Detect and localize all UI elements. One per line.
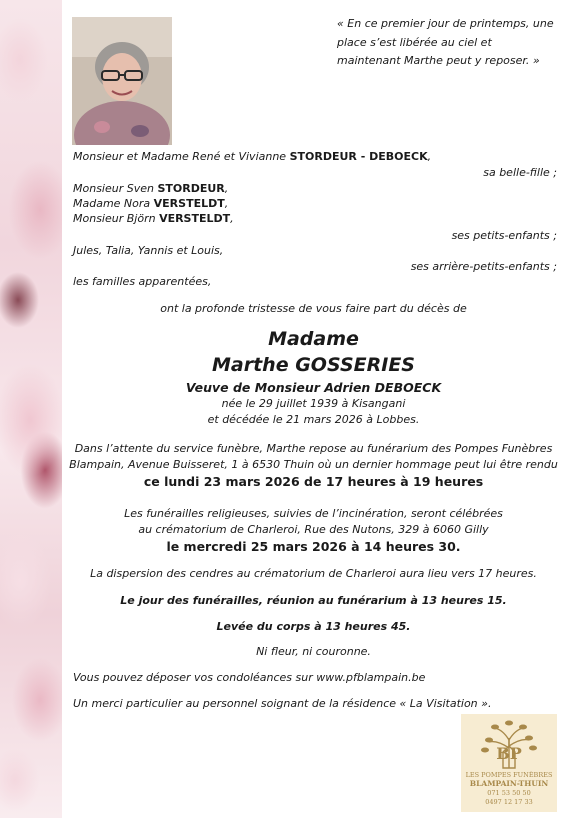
family-text: , [230,212,234,225]
epitaph-quote: « En ce premier jour de printemps, une place s’est libérée au ciel et maintenant Marthe peut y reposer. » [337,17,554,67]
family-text: Monsieur Björn [73,212,160,225]
family-text: Monsieur Sven [73,182,158,195]
announcement-text: ont la profonde tristesse de vous faire part du décès de [160,302,467,315]
deceased-death: et décédée le 21 mars 2026 à Lobbes. [207,413,420,426]
logo-line-1: LES POMPES FUNÈBRES [465,771,553,779]
deceased-name: Marthe GOSSERIES [212,354,415,376]
visitation-datetime: ce lundi 23 mars 2026 de 17 heures à 19 heures [143,474,484,489]
portrait-photo [72,17,172,145]
relation-great-grandchildren: ses arrière-petits-enfants ; [410,260,557,273]
ash-dispersion-note: La dispersion des cendres au crématorium de Charleroi aura lieu vers 17 heures. [90,567,537,580]
logo-monogram: BP [496,744,522,763]
family-line-grandchild-3 [73,212,234,225]
condolences-note: Vous pouvez déposer vos condoléances sur www.pfblampain.be [73,671,426,684]
deceased-birth: née le 29 juillet 1939 à Kisangani [221,397,406,410]
visitation-line-2: Blampain, Avenue Buisseret, 1 à 6530 Thuin où un dernier hommage peut lui être rendu [69,458,558,471]
funeral-home-logo [461,714,557,812]
deceased-widow-of: Veuve de Monsieur Adrien DEBOECK [185,380,442,395]
family-surname: VERSTELDT [153,197,225,210]
funeral-datetime: le mercredi 25 mars 2026 à 14 heures 30. [166,539,461,554]
family-surname: STORDEUR - DEBOECK [289,150,428,163]
logo-phone-2: 0497 12 17 33 [485,798,533,806]
family-surname: VERSTELDT [159,212,231,225]
family-line-daughter-in-law [73,150,431,163]
funeral-line-1: Les funérailles religieuses, suivies de l’incinération, seront célébrées [124,507,503,520]
funeral-line-2: au crématorium de Charleroi, Rue des Nutons, 329 à 6060 Gilly [138,523,489,536]
family-text: , [224,197,229,210]
family-text: Madame Nora [73,197,154,210]
logo-phone-1: 071 53 50 50 [487,789,531,797]
flowers-note: Ni fleur, ni couronne. [256,645,371,658]
levee-note: Levée du corps à 13 heures 45. [216,620,411,633]
family-text: Monsieur et Madame René et Vivianne [73,150,290,163]
family-line-grandchild-2 [73,197,228,210]
family-line-grandchild-1 [73,182,228,195]
reunion-note: Le jour des funérailles, réunion au funérarium à 13 heures 15. [120,594,507,607]
cherry-blossom-border [0,0,62,818]
family-line-great-grandchildren: Jules, Talia, Yannis et Louis, [73,244,224,257]
family-surname: STORDEUR [157,182,225,195]
relation-grandchildren: ses petits-enfants ; [451,229,557,242]
visitation-line-1: Dans l’attente du service funèbre, Marthe repose au funérarium des Pompes Funèbres [74,442,553,455]
logo-line-2: BLAMPAIN-THUIN [469,779,549,788]
relation-daughter-in-law: sa belle-fille ; [483,166,557,179]
family-line-relatives: les familles apparentées, [73,275,212,288]
deceased-title: Madame [268,328,359,350]
family-text: , [224,182,229,195]
family-text: , [427,150,432,163]
thanks-note: Un merci particulier au personnel soignant de la résidence « La Visitation ». [73,697,492,710]
